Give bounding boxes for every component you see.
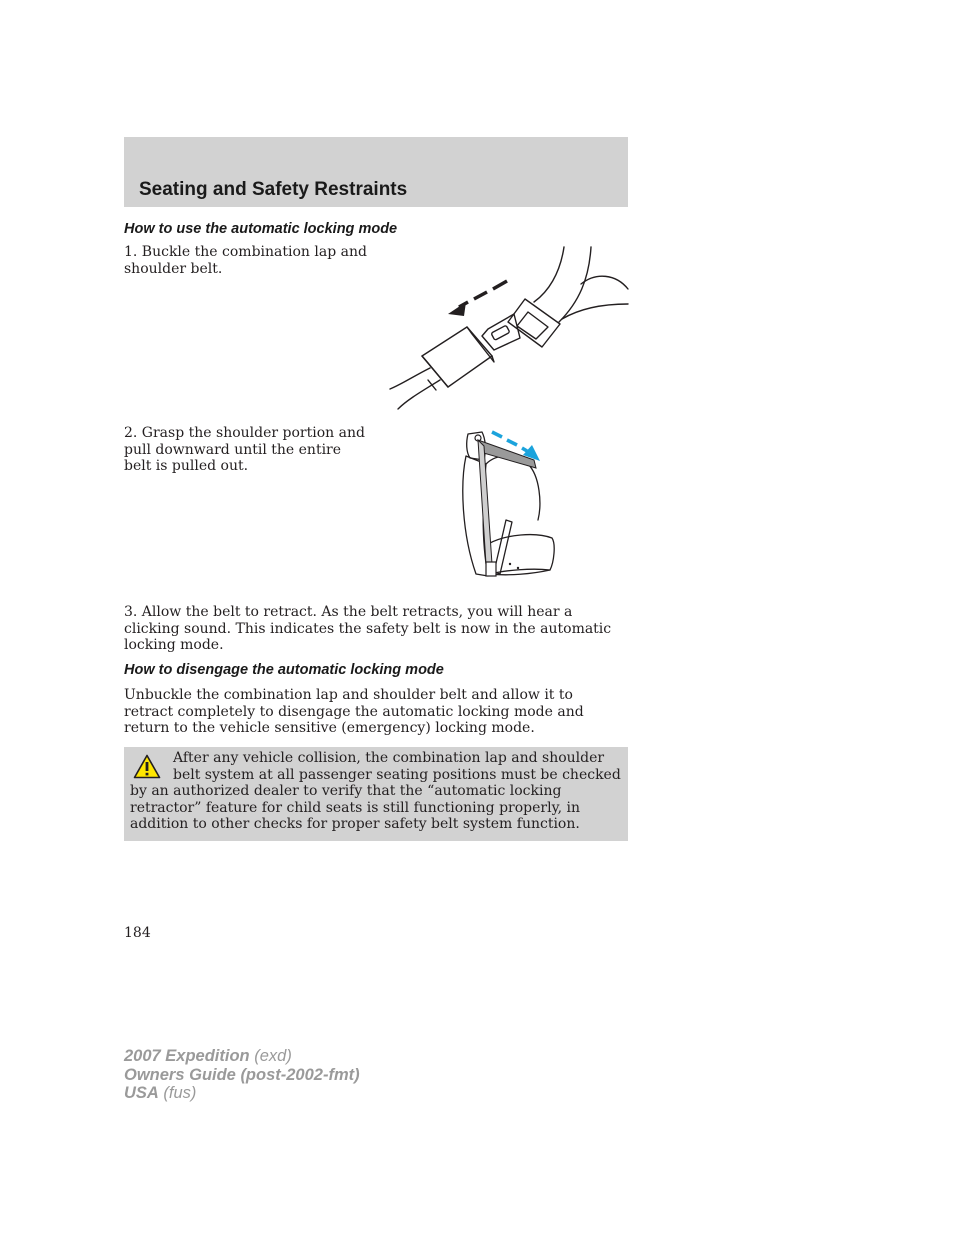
subheading-disengage-locking-mode: How to disengage the automatic locking mode [124, 662, 444, 678]
warning-box [124, 747, 628, 841]
step-3-text: 3. Allow the belt to retract. As the belt retracts, you will hear a clicking sound. This indicates the safety belt is now in the automatic locking mode. [124, 604, 612, 653]
warning-text: After any vehicle collision, the combination lap and shoulder belt system at all passenger seating positions must be checked by an authorized dealer to verify that the “automatic locking retractor” feature for child seats is still functioning properly, in addition to other checks for proper safety belt system function. [130, 750, 621, 832]
footer-guide: Owners Guide (post-2002-fmt) [124, 1065, 360, 1084]
footer-market: USA [124, 1084, 159, 1102]
section-title: Seating and Safety Restraints [139, 179, 408, 200]
subheading-use-locking-mode: How to use the automatic locking mode [124, 221, 398, 237]
footer-market-code: (fus) [158, 1084, 197, 1102]
footer-model-code: (exd) [249, 1047, 292, 1065]
document-footer [124, 1047, 360, 1103]
buckle-illustration [384, 244, 634, 412]
seat-belt-pull-illustration [456, 424, 560, 590]
footer-model: 2007 Expedition [124, 1047, 250, 1065]
section-header-band [124, 137, 628, 207]
disengage-body-text: Unbuckle the combination lap and shoulder belt and allow it to retract completely to disengage the automatic locking mode and return to the vehicle sensitive (emergency) locking mode. [124, 687, 584, 736]
step-1-text: 1. Buckle the combination lap and shoulder belt. [124, 244, 367, 277]
step-2-text: 2. Grasp the shoulder portion and pull downward until the entire belt is pulled out. [124, 425, 365, 474]
page-number: 184 [124, 925, 151, 941]
